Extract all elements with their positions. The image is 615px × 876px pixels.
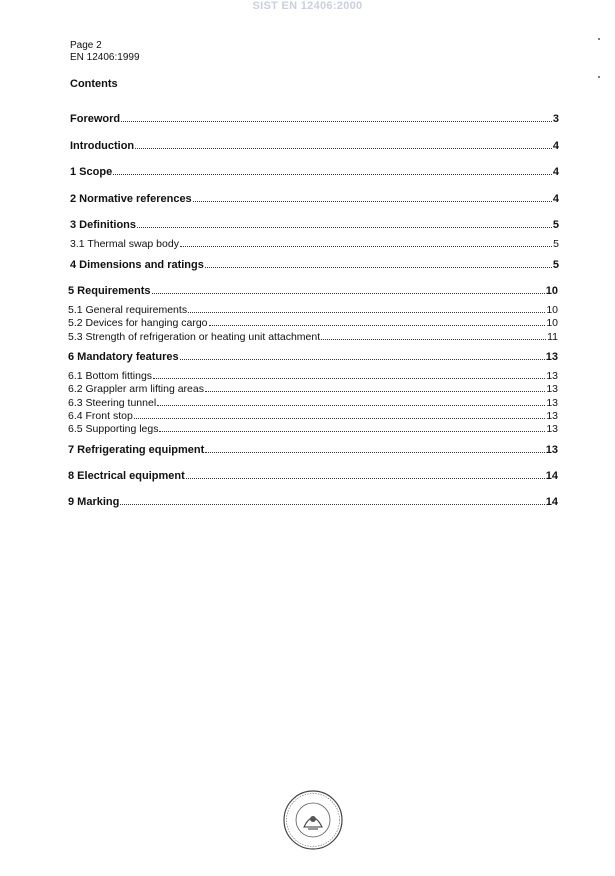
toc-entry[interactable]: [68, 316, 558, 330]
toc-dot-leader: [321, 330, 546, 340]
toc-entry-page: 5: [552, 219, 559, 231]
toc-entry-page: 10: [546, 304, 558, 316]
toc-entry-page: 10: [545, 285, 558, 297]
toc-entry-title: 9 Marking: [68, 496, 120, 508]
toc-entry-title: 1 Scope: [70, 166, 113, 178]
contents-title: Contents: [70, 78, 118, 90]
toc-dot-leader: [113, 165, 552, 175]
toc-entry-page: 14: [545, 496, 558, 508]
standard-id: EN 12406:1999: [70, 52, 140, 63]
toc-entry[interactable]: [70, 258, 559, 272]
toc-entry-page: 4: [552, 166, 559, 178]
toc-entry-title: 3.1 Thermal swap body: [70, 238, 179, 250]
toc-entry[interactable]: [68, 350, 558, 364]
toc-entry-page: 13: [545, 351, 558, 363]
toc-entry-title: Introduction: [70, 140, 135, 152]
toc-entry[interactable]: [70, 237, 559, 251]
toc-dot-leader: [153, 369, 545, 379]
toc-entry-title: 4 Dimensions and ratings: [70, 259, 204, 271]
toc-entry-title: 6.3 Steering tunnel: [68, 397, 157, 409]
watermark: SIST EN 12406:2000: [252, 0, 363, 12]
toc-entry-page: 13: [546, 423, 558, 435]
toc-dot-leader: [188, 303, 545, 313]
toc-entry-page: 13: [546, 383, 558, 395]
toc-entry-page: 14: [545, 470, 558, 482]
toc-entry[interactable]: [68, 396, 558, 410]
toc-dot-leader: [205, 443, 544, 453]
toc-entry-page: 13: [545, 444, 558, 456]
toc-entry-page: 13: [546, 410, 558, 422]
toc-entry-title: 5.2 Devices for hanging cargo: [68, 317, 208, 329]
toc-entry-title: Foreword: [70, 113, 121, 125]
toc-entry-title: 2 Normative references: [70, 193, 192, 205]
toc-entry-page: 13: [546, 397, 558, 409]
page-number: Page 2: [70, 40, 102, 51]
toc-entry-page: 3: [552, 113, 559, 125]
toc-entry[interactable]: [70, 218, 559, 232]
toc-entry[interactable]: [70, 139, 559, 153]
toc-dot-leader: [159, 422, 545, 432]
toc-dot-leader: [157, 396, 545, 406]
toc-dot-leader: [137, 218, 552, 228]
toc-entry[interactable]: [68, 469, 558, 483]
toc-entry-page: 4: [552, 193, 559, 205]
toc-entry-page: 10: [546, 317, 558, 329]
toc-dot-leader: [205, 258, 552, 268]
toc-entry-page: 11: [547, 331, 558, 343]
toc-dot-leader: [121, 112, 552, 122]
scan-speck: [598, 38, 600, 40]
toc-entry-title: 5.1 General requirements: [68, 304, 188, 316]
toc-entry-page: 4: [552, 140, 559, 152]
toc-dot-leader: [120, 495, 544, 505]
toc-entry-page: 5: [553, 238, 559, 250]
toc-entry[interactable]: [68, 443, 558, 457]
toc-dot-leader: [209, 316, 546, 326]
toc-entry[interactable]: [70, 112, 559, 126]
toc-entry-title: 6.5 Supporting legs: [68, 423, 159, 435]
toc-entry-title: 5.3 Strength of refrigeration or heating unit attachment: [68, 331, 321, 343]
toc-entry-title: 6.1 Bottom fittings: [68, 370, 153, 382]
toc-dot-leader: [205, 382, 545, 392]
toc-entry-title: 7 Refrigerating equipment: [68, 444, 205, 456]
toc-entry-page: 5: [552, 259, 559, 271]
toc-entry[interactable]: [68, 409, 558, 423]
toc-dot-leader: [186, 469, 545, 479]
toc-entry[interactable]: [68, 495, 558, 509]
toc-entry-title: 6.4 Front stop: [68, 410, 133, 422]
scan-speck: [598, 76, 600, 78]
toc-dot-leader: [152, 284, 545, 294]
toc-dot-leader: [180, 350, 545, 360]
toc-dot-leader: [134, 409, 546, 419]
toc-dot-leader: [193, 192, 552, 202]
toc-entry[interactable]: [68, 422, 558, 436]
toc-entry-title: 6 Mandatory features: [68, 351, 179, 363]
toc-entry-title: 3 Definitions: [70, 219, 137, 231]
toc-dot-leader: [135, 139, 552, 149]
toc-dot-leader: [180, 237, 552, 247]
toc-entry-title: 5 Requirements: [68, 285, 151, 297]
toc-entry[interactable]: [68, 369, 558, 383]
toc-entry-page: 13: [546, 370, 558, 382]
toc-entry-title: 6.2 Grappler arm lifting areas: [68, 383, 204, 395]
toc-entry[interactable]: [68, 382, 558, 396]
official-seal-stamp: [282, 789, 344, 851]
toc-entry[interactable]: [68, 303, 558, 317]
toc-entry[interactable]: [70, 165, 559, 179]
toc-entry[interactable]: [68, 330, 558, 344]
toc-entry-title: 8 Electrical equipment: [68, 470, 185, 482]
toc-entry[interactable]: [70, 192, 559, 206]
toc-entry[interactable]: [68, 284, 558, 298]
